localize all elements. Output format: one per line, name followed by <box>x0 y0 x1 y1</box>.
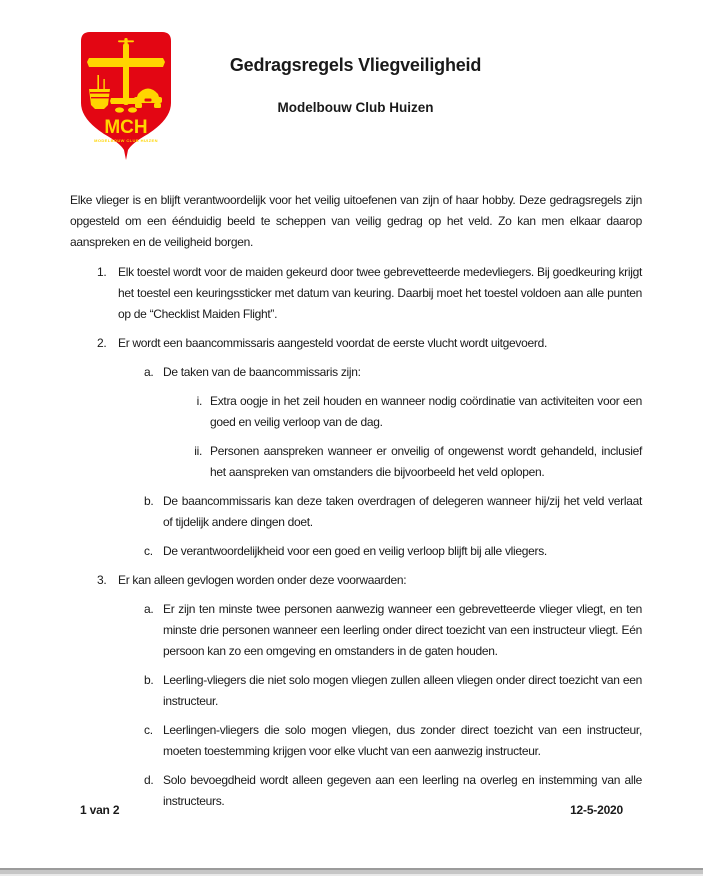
logo-subtext: MODELBOUW CLUB HUIZEN <box>94 138 158 143</box>
list-text: Leerlingen-vliegers die solo mogen vliegen, dus zonder direct toezicht van een instructeur, moeten toestemming krijgen voor elke vlucht van een aanwezig instructeur. <box>163 723 642 758</box>
list-text: Er wordt een baancommissaris aangesteld voordat de eerste vlucht wordt uitgevoerd. <box>118 336 547 350</box>
list-marker: 3. <box>97 573 107 587</box>
list-text: Leerling-vliegers die niet solo mogen vliegen zullen alleen vliegen onder direct toezicht van een instructeur. <box>163 673 642 708</box>
list-text: De verantwoordelijkheid voor een goed en veilig verloop blijft bij alle vliegers. <box>163 544 547 558</box>
document-body <box>70 190 642 820</box>
list-text: Er kan alleen gevlogen worden onder deze voorwaarden: <box>118 573 407 587</box>
page-title: Gedragsregels Vliegveiligheid <box>229 55 482 75</box>
list-item <box>70 391 642 433</box>
list-item <box>70 720 642 762</box>
page-separator <box>0 868 703 876</box>
list-item <box>70 491 642 533</box>
list-item <box>70 333 642 354</box>
list-marker: c. <box>144 544 153 558</box>
intro-paragraph: Elke vlieger is en blijft verantwoordelijk voor het veilig uitoefenen van zijn of haar hobby. Deze gedragsregels zijn opgesteld om een éénduidig beeld te scheppen van veilig gedrag op het veld. Zo kan men elkaar daarop aanspreken en de veiligheid borgen. <box>70 193 642 249</box>
list-item <box>70 599 642 662</box>
list-marker: 1. <box>97 265 107 279</box>
list-text: Personen aanspreken wanneer er onveilig of ongewenst wordt gehandeld, inclusief het aanspreken van omstanders die bijvoorbeeld het veld oplopen. <box>210 444 642 479</box>
document-header <box>70 55 641 115</box>
list-item <box>70 262 642 325</box>
list-item <box>70 670 642 712</box>
list-text: Solo bevoegdheid wordt alleen gegeven aan een leerling na overleg en instemming van alle instructeurs. <box>163 773 642 808</box>
list-item <box>70 570 642 591</box>
logo-text: MCH <box>104 117 148 138</box>
page-subtitle: Modelbouw Club Huizen <box>277 100 434 115</box>
document-footer <box>80 803 623 817</box>
list-item <box>70 541 642 562</box>
list-marker: ii. <box>194 444 202 458</box>
list-marker: i. <box>196 394 202 408</box>
list-marker: 2. <box>97 336 107 350</box>
list-marker: d. <box>144 773 154 787</box>
list-marker: a. <box>144 602 154 616</box>
footer-date: 12-5-2020 <box>570 803 623 817</box>
rules-list <box>70 262 642 812</box>
list-item <box>70 362 642 383</box>
list-text: Er zijn ten minste twee personen aanwezig wanneer een gebrevetteerde vlieger vliegt, en ten minste drie personen wanneer een leerling onder direct toezicht van een instructeur vliegt. Eén persoon kan zo een omgeving en omstanders in de gaten houden. <box>163 602 642 658</box>
page-edge-shade <box>0 870 703 874</box>
list-text: Elk toestel wordt voor de maiden gekeurd door twee gebrevetteerde medevliegers. Bij goedkeuring krijgt het toestel een keuringssticker met datum van keuring. Daarbij moet het toestel voldoen aan alle punten op de “Checklist Maiden Flight”. <box>118 265 642 321</box>
list-marker: b. <box>144 673 154 687</box>
page-number: 1 van 2 <box>80 803 120 817</box>
list-text: De taken van de baancommissaris zijn: <box>163 365 361 379</box>
list-item <box>70 441 642 483</box>
list-text: Extra oogje in het zeil houden en wanneer nodig coördinatie van activiteiten voor een goed en veilig verloop van de dag. <box>210 394 642 429</box>
list-marker: a. <box>144 365 154 379</box>
list-marker: c. <box>144 723 153 737</box>
list-text: De baancommissaris kan deze taken overdragen of delegeren wanneer hij/zij het veld verlaat of tijdelijk andere dingen doet. <box>163 494 642 529</box>
list-marker: b. <box>144 494 154 508</box>
